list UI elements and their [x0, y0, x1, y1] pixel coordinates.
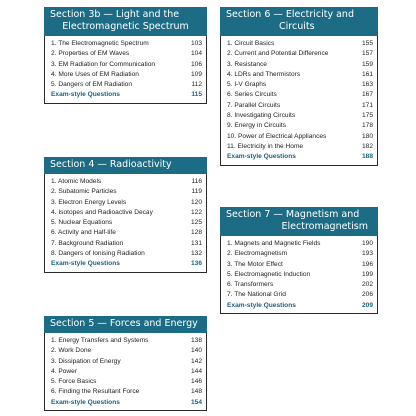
toc-entry-page: 180 — [361, 132, 373, 140]
toc-entry[interactable] — [227, 49, 373, 59]
section-3b-header — [44, 7, 207, 36]
toc-entry-page: 209 — [361, 301, 373, 309]
section-7 — [220, 207, 378, 314]
section-6 — [220, 7, 378, 166]
toc-entry-page: 196 — [361, 260, 373, 268]
toc-entry-page: 159 — [361, 60, 373, 68]
toc-entry[interactable] — [51, 387, 202, 397]
section-3b-title: Section 3b — Light and the — [50, 9, 180, 20]
toc-entry-page: 190 — [361, 240, 373, 247]
toc-entry-page: 178 — [361, 122, 373, 130]
toc-entry-page: 104 — [190, 50, 202, 58]
toc-entry-page: 132 — [190, 250, 202, 258]
toc-entry-label: 6. Transformers — [227, 281, 274, 289]
toc-entry[interactable] — [227, 121, 373, 131]
toc-entry-label: 1. Energy Transfers and Systems — [51, 337, 149, 344]
toc-entry-page: 155 — [361, 40, 373, 47]
toc-entry-page: 182 — [361, 142, 373, 150]
section-3b — [44, 7, 207, 104]
toc-entry-label: Exam-style Questions — [227, 153, 296, 161]
toc-entry-label: 1. Atomic Models — [51, 178, 102, 185]
exam-questions-entry[interactable] — [51, 259, 202, 269]
section-3b-contents — [44, 36, 207, 104]
toc-entry-label: 4. LDRs and Thermistors — [227, 70, 301, 78]
toc-entry-page: 106 — [190, 60, 202, 68]
toc-entry-label: 2. Properties of EM Waves — [51, 50, 130, 58]
section-6-contents — [220, 36, 378, 166]
toc-entry-label: 10. Power of Electrical Appliances — [227, 132, 327, 140]
toc-entry-page: 131 — [190, 239, 202, 247]
exam-questions-entry[interactable] — [51, 90, 202, 100]
toc-entry-label: 2. Subatomic Particles — [51, 188, 117, 196]
toc-entry-label: 2. Electromagnetism — [227, 250, 288, 258]
toc-entry-page: 120 — [190, 198, 202, 206]
toc-entry[interactable] — [51, 60, 202, 70]
toc-entry-label: 7. Parallel Circuits — [227, 101, 281, 109]
toc-entry[interactable] — [227, 142, 373, 152]
toc-entry[interactable] — [51, 177, 202, 187]
toc-entry[interactable] — [51, 228, 202, 238]
toc-entry-label: Exam-style Questions — [51, 91, 120, 99]
toc-entry-page: 154 — [190, 398, 202, 406]
toc-entry-page: 146 — [190, 378, 202, 386]
toc-entry[interactable] — [227, 60, 373, 70]
toc-entry[interactable] — [51, 208, 202, 218]
toc-entry-label: 1. Magnets and Magnetic Fields — [227, 240, 321, 247]
toc-entry[interactable] — [227, 111, 373, 121]
toc-entry[interactable] — [227, 239, 373, 249]
toc-entry-label: 11. Electricity in the Home — [227, 142, 304, 150]
toc-entry[interactable] — [227, 70, 373, 80]
toc-entry-page: 128 — [190, 229, 202, 237]
section-4-title: Section 4 — Radioactivity — [50, 159, 172, 170]
toc-entry-page: 167 — [361, 91, 373, 99]
toc-entry-label: 1. Circuit Basics — [227, 40, 275, 47]
toc-entry[interactable] — [51, 187, 202, 197]
toc-entry[interactable] — [227, 39, 373, 49]
section-5-title: Section 5 — Forces and Energy — [50, 318, 198, 329]
toc-entry[interactable] — [227, 80, 373, 90]
section-5-contents — [44, 333, 207, 411]
toc-entry[interactable] — [51, 218, 202, 228]
toc-entry-label: 5. Electromagnetic Induction — [227, 270, 311, 278]
toc-entry[interactable] — [227, 101, 373, 111]
section-5 — [44, 316, 207, 411]
toc-entry-page: 138 — [190, 337, 202, 344]
section-3b-title-line2: Electromagnetic Spectrum — [62, 21, 189, 32]
toc-entry-page: 175 — [361, 112, 373, 120]
toc-entry-label: Exam-style Questions — [51, 398, 120, 406]
toc-entry[interactable] — [51, 39, 202, 49]
section-7-header — [220, 207, 378, 236]
toc-entry[interactable] — [51, 80, 202, 90]
toc-entry-page: 112 — [191, 81, 202, 89]
toc-entry-label: 5. Dangers of EM Radiation — [51, 81, 132, 89]
toc-entry-page: 109 — [190, 70, 202, 78]
toc-entry-label: 3. Dissipation of Energy — [51, 357, 121, 365]
toc-entry[interactable] — [227, 90, 373, 100]
section-5-header — [44, 316, 207, 333]
toc-entry-label: Exam-style Questions — [51, 260, 120, 268]
section-6-title: Section 6 — Electricity and — [226, 9, 354, 20]
toc-entry-page: 206 — [361, 291, 373, 299]
toc-entry-page: 188 — [361, 153, 373, 161]
toc-entry[interactable] — [51, 336, 202, 346]
exam-questions-entry[interactable] — [227, 152, 373, 162]
toc-entry-page: 148 — [190, 388, 202, 396]
toc-entry-page: 119 — [191, 188, 202, 196]
toc-entry-page: 116 — [191, 178, 202, 185]
toc-entry-page: 163 — [361, 81, 373, 89]
toc-entry-page: 144 — [190, 367, 202, 375]
toc-entry[interactable] — [227, 290, 373, 300]
toc-entry[interactable] — [227, 270, 373, 280]
toc-entry-page: 125 — [190, 219, 202, 227]
section-6-title-line2: Circuits — [279, 21, 315, 32]
toc-entry[interactable] — [227, 260, 373, 270]
exam-questions-entry[interactable] — [51, 398, 202, 408]
toc-entry-label: 7. The National Grid — [227, 291, 286, 299]
toc-entry[interactable] — [227, 132, 373, 142]
toc-entry-label: Exam-style Questions — [227, 301, 296, 309]
toc-entry-label: 4. Power — [51, 367, 78, 375]
toc-entry-page: 103 — [190, 40, 202, 47]
toc-entry-label: 2. Work Done — [51, 347, 92, 355]
toc-entry[interactable] — [51, 198, 202, 208]
toc-entry-page: 136 — [190, 260, 202, 268]
section-4-contents — [44, 174, 207, 273]
toc-entry-label: 5. I-V Graphs — [227, 81, 267, 89]
toc-entry-label: 7. Background Radiation — [51, 239, 124, 247]
toc-entry[interactable] — [227, 280, 373, 290]
section-7-title-line2: Electromagnetism — [281, 221, 368, 232]
toc-entry-label: 3. EM Radiation for Communication — [51, 60, 156, 68]
toc-entry-label: 3. The Motor Effect — [227, 260, 283, 268]
toc-entry-label: 3. Electron Energy Levels — [51, 198, 127, 206]
section-4 — [44, 157, 207, 273]
toc-entry-page: 171 — [361, 101, 373, 109]
toc-entry[interactable] — [51, 367, 202, 377]
toc-entry-page: 140 — [190, 347, 202, 355]
toc-entry-label: 4. More Uses of EM Radiation — [51, 70, 139, 78]
section-7-title: Section 7 — Magnetism and — [226, 209, 360, 220]
toc-entry[interactable] — [51, 239, 202, 249]
toc-entry[interactable] — [51, 357, 202, 367]
toc-entry-label: 8. Dangers of Ionising Radiation — [51, 250, 145, 258]
toc-entry-label: 5. Nuclear Equations — [51, 219, 113, 227]
toc-entry-label: 8. Investigating Circuits — [227, 112, 296, 120]
toc-entry-label: 6. Finding the Resultant Force — [51, 388, 140, 396]
section-4-header — [44, 157, 207, 174]
toc-entry-page: 193 — [361, 250, 373, 258]
toc-entry[interactable] — [51, 346, 202, 356]
toc-entry-page: 199 — [361, 270, 373, 278]
toc-entry-page: 115 — [191, 91, 202, 99]
toc-entry[interactable] — [227, 249, 373, 259]
exam-questions-entry[interactable] — [227, 301, 373, 311]
toc-entry-label: 9. Energy in Circuits — [227, 122, 286, 130]
toc-entry-page: 157 — [361, 50, 373, 58]
toc-entry[interactable] — [51, 377, 202, 387]
toc-entry-page: 161 — [361, 70, 373, 78]
toc-entry-page: 202 — [361, 281, 373, 289]
toc-entry-page: 122 — [190, 208, 202, 216]
toc-entry-label: 5. Force Basics — [51, 378, 97, 386]
toc-entry-label: 6. Series Circuits — [227, 91, 277, 99]
toc-entry-label: 6. Activity and Half-life — [51, 229, 116, 237]
toc-entry-label: 1. The Electromagnetic Spectrum — [51, 40, 149, 47]
toc-entry-label: 2. Current and Potential Difference — [227, 50, 329, 58]
section-7-contents — [220, 236, 378, 314]
toc-entry-page: 142 — [190, 357, 202, 365]
toc-entry[interactable] — [51, 249, 202, 259]
toc-entry-label: 3. Resistance — [227, 60, 267, 68]
section-6-header — [220, 7, 378, 36]
toc-entry[interactable] — [51, 70, 202, 80]
toc-entry[interactable] — [51, 49, 202, 59]
toc-entry-label: 4. Isotopes and Radioactive Decay — [51, 208, 153, 216]
